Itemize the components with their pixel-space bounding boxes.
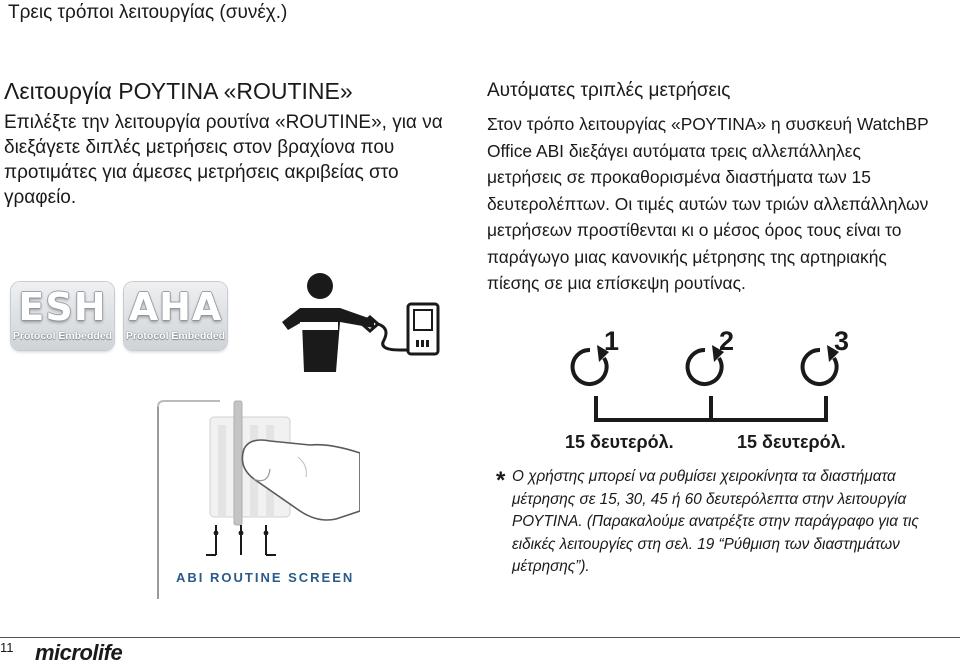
- footnote-text: Ο χρήστης μπορεί να ρυθμίσει χειροκίνητα τα διαστήματα μέτρησης σε 15, 30, 45 ή 60 δευτερόλεπτα στην λειτουργία ΡΟΥΤΙΝΑ. (Παρακαλούμε ανατρέξτε στην παράγραφο για τις ειδικές λειτουργίες στη σελ. 19 “Ρύθμιση των διαστημάτων μέτρησης”).: [512, 468, 919, 576]
- aha-protocol-badge: [124, 282, 227, 350]
- measurement-step-3: 3: [834, 326, 850, 356]
- measurement-timeline-diagram: [560, 322, 890, 434]
- doctor-patient-icon: [278, 268, 450, 378]
- routine-mode-description: Επιλέξτε την λειτουργία ρουτίνα «ROUTINE», για να διεξάγετε διπλές μετρήσεις στον βραχίονα που προτιμάτες για άμεσες μετρήσεις ακριβείας στο γραφείο.: [4, 112, 443, 208]
- esh-badge-label: ESH: [18, 285, 107, 329]
- esh-protocol-badge: [11, 282, 114, 350]
- microlife-logo: microlife: [35, 640, 123, 665]
- measurement-step-1: 1: [604, 326, 620, 356]
- footer-divider: [0, 637, 960, 638]
- measurement-step-2: 2: [719, 326, 735, 356]
- aha-badge-sublabel: Protocol Embedded: [125, 330, 226, 342]
- device-switch-label: ABI ROUTINE SCREEN: [176, 570, 355, 585]
- interval-label-2: 15 δευτερόλ.: [737, 432, 846, 452]
- footnote-marker: *: [496, 467, 506, 494]
- esh-badge-sublabel: Protocol Embedded: [12, 330, 113, 342]
- interval-label-1: 15 δευτερόλ.: [565, 432, 674, 452]
- page-header-title: Τρεις τρόποι λειτουργίας (συνέχ.): [8, 2, 288, 23]
- triple-measurement-description: Στον τρόπο λειτουργίας «ΡΟΥΤΙΝΑ» η συσκευή WatchBP Office ABI διεξάγει αυτόματα τρεις αλλεπάλληλες μετρήσεις σε προκαθορισμένα διαστήματα των 15 δευτερολέπτων. Οι τιμές αυτών των τριών αλλεπάλληλων μετρήσεων προστίθενται κι ο μέσος όρος τους είναι το παράγωγο μιας κανονικής μέτρησης της αρτηριακής πίεσης σε μια επίσκεψη ρουτίνας.: [487, 114, 929, 293]
- page-number: 11: [0, 640, 14, 655]
- routine-mode-title: Λειτουργία ΡΟΥΤΙΝΑ «ROUTINE»: [4, 78, 353, 104]
- triple-measurement-title: Αυτόματες τριπλές μετρήσεις: [487, 80, 731, 101]
- device-mode-switch-panel: [150, 395, 360, 605]
- aha-badge-label: AHA: [128, 285, 223, 329]
